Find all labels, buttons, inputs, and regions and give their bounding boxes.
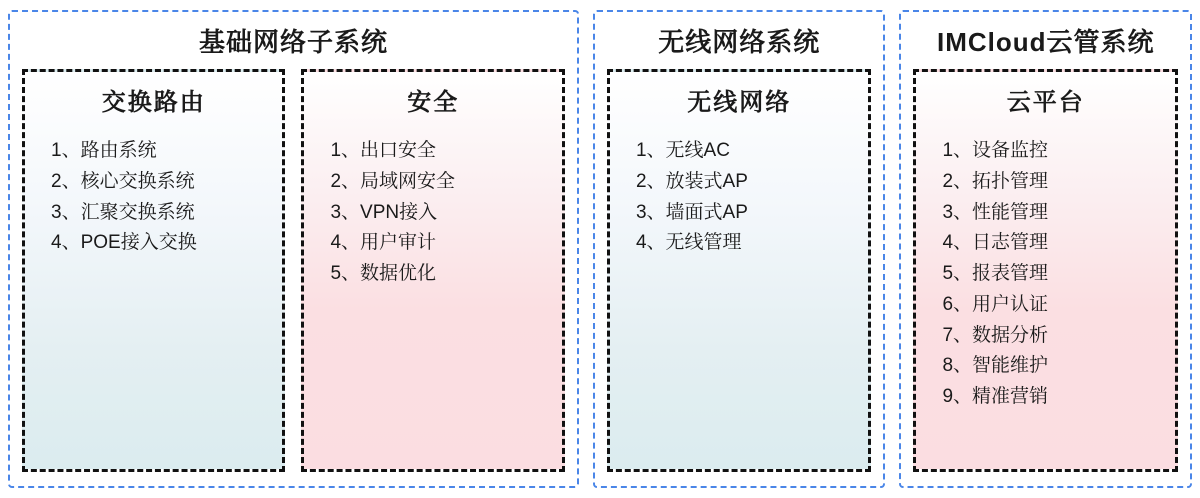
box-item-list <box>926 136 1165 413</box>
list-item: 2、核心交换系统 <box>51 170 195 192</box>
group-boxes <box>22 69 565 472</box>
box-title: 无线网络 <box>687 88 792 116</box>
group-title: 无线网络系统 <box>658 27 821 57</box>
group-title: 基础网络子系统 <box>198 27 388 57</box>
box-switching-routing <box>22 69 285 472</box>
list-item: 9、精准营销 <box>942 386 1049 408</box>
list-item: 2、拓扑管理 <box>942 170 1049 192</box>
group-title: IMCloud云管系统 <box>936 27 1155 57</box>
box-wireless-network <box>607 69 872 472</box>
list-item: 3、汇聚交换系统 <box>51 201 195 223</box>
group-wireless-network <box>593 10 886 488</box>
list-item: 1、路由系统 <box>51 139 157 161</box>
list-item: 4、用户审计 <box>330 232 437 254</box>
list-item: 4、无线管理 <box>635 232 742 254</box>
box-item-list <box>35 136 272 259</box>
list-item: 1、设备监控 <box>942 139 1049 161</box>
list-item: 8、智能维护 <box>942 355 1049 377</box>
box-cloud-platform <box>913 69 1178 472</box>
box-item-list <box>314 136 551 290</box>
group-imcloud-management <box>899 10 1192 488</box>
box-title: 交换路由 <box>101 88 206 116</box>
list-item: 3、VPN接入 <box>330 201 438 223</box>
list-item: 3、性能管理 <box>942 201 1049 223</box>
box-title: 云平台 <box>1006 88 1085 116</box>
box-security <box>301 69 564 472</box>
list-item: 2、局域网安全 <box>330 170 456 192</box>
list-item: 4、日志管理 <box>942 232 1049 254</box>
list-item: 1、无线AC <box>635 139 730 161</box>
group-boxes <box>913 69 1178 472</box>
list-item: 4、POE接入交换 <box>51 232 197 254</box>
list-item: 1、出口安全 <box>330 139 437 161</box>
list-item: 7、数据分析 <box>942 324 1049 346</box>
group-basic-network <box>8 10 579 488</box>
box-title: 安全 <box>407 88 460 116</box>
list-item: 6、用户认证 <box>942 293 1049 315</box>
list-item: 5、数据优化 <box>330 263 437 285</box>
list-item: 5、报表管理 <box>942 263 1049 285</box>
group-boxes <box>607 69 872 472</box>
list-item: 2、放装式AP <box>635 170 748 192</box>
box-item-list <box>620 136 859 259</box>
list-item: 3、墙面式AP <box>635 201 748 223</box>
